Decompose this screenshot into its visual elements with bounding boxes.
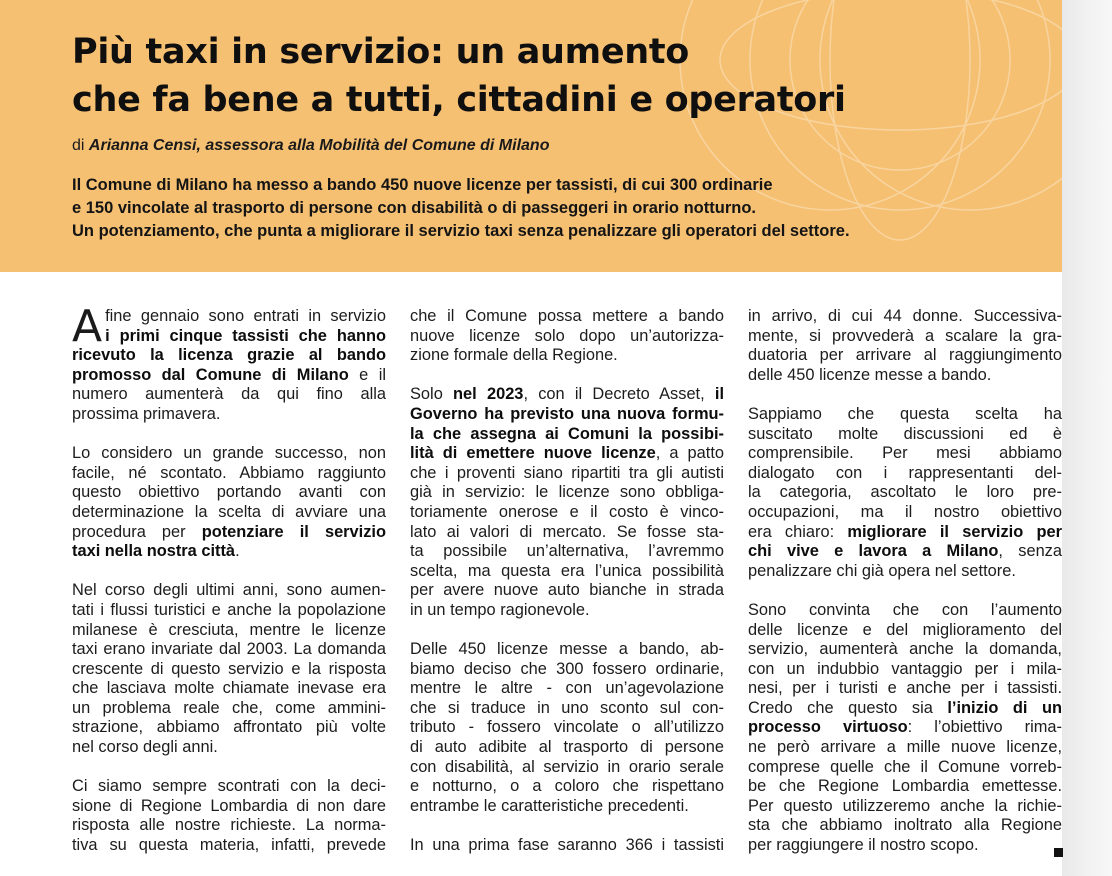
end-of-article-mark — [1054, 848, 1063, 857]
text-line: con un indubbio vantaggio per i mila- — [748, 659, 1062, 678]
text-line: biamo deciso che 300 fossero ordinarie, — [410, 659, 724, 678]
drop-cap: A — [72, 301, 103, 352]
text-line: comprensibile. Per mesi abbiamo — [748, 444, 1062, 463]
text-line: Nel corso degli ultimi anni, sono aumen- — [72, 581, 386, 600]
text-line: milanese è cresciuta, mentre le licenze — [72, 620, 386, 639]
text-span: era chiaro: — [748, 522, 848, 541]
lead-line: Un potenziamento, che punta a migliorare il servizio taxi senza penalizzare gli operatori del settore. — [72, 222, 850, 240]
text-line: comprese quelle che il Comune vorreb- — [748, 757, 1062, 776]
bold-text: la che assegna ai Comuni la possibi- — [410, 424, 724, 443]
text-line: entrambe le caratteristiche precedenti. — [410, 796, 689, 815]
text-line: be che Regione Lombardia emettesse. — [748, 777, 1062, 796]
byline-author: Arianna Censi, assessora alla Mobilità del Comune di Milano — [88, 137, 550, 154]
text-span: , a patto — [655, 444, 724, 463]
bold-text: lità di emettere nuove licenze — [410, 444, 656, 463]
article-column-2 — [410, 307, 724, 856]
text-line: nuove licenze solo dopo un’autorizza- — [410, 326, 724, 345]
text-line: In una prima fase saranno 366 i tassisti — [410, 836, 724, 855]
text-span: , senza — [998, 542, 1062, 561]
text-line: strazione, abbiamo affrontato più volte — [72, 718, 386, 737]
text-line — [748, 699, 1062, 719]
text-span: . — [235, 542, 240, 561]
byline — [72, 136, 972, 156]
bold-text: potenziare il servizio — [201, 522, 386, 541]
bold-text: taxi nella nostra città — [72, 542, 236, 561]
lead-line: Il Comune di Milano ha messo a bando 450 nuove licenze per tassisti, di cui 300 ordinarie — [72, 176, 773, 194]
article-column-3 — [748, 307, 1062, 856]
lead-line: e 150 vincolate al trasporto di persone con disabilità o di passeggeri in orario notturno. — [72, 199, 756, 217]
bold-text: Governo ha previsto una nuova formu- — [410, 404, 724, 423]
text-line: che si traduce in uno sconto sul con- — [410, 698, 724, 717]
title-line: che fa bene a tutti, cittadini e operatori — [72, 80, 846, 120]
text-line: dialogato con i rappresentanti del- — [748, 463, 1062, 482]
text-line: Ci siamo sempre scontrati con la deci- — [72, 777, 386, 796]
text-line: delle licenze e del miglioramento del — [748, 620, 1062, 639]
header-band — [0, 0, 1062, 272]
text-line: taxi erano invariate dal 2003. La domanda — [72, 640, 386, 659]
text-line: tributo - fossero vincolate o all’utilizzo — [410, 718, 724, 737]
text-line: occupazioni, ma il nostro obiettivo — [748, 502, 1062, 521]
text-line: Sono convinta che con l’aumento — [748, 600, 1062, 619]
bold-text: i primi cinque tassisti che hanno — [105, 326, 386, 345]
text-line — [748, 542, 1062, 562]
bold-text: migliorare il servizio per — [847, 522, 1062, 541]
text-line: nesi, per i turisti e anche per i tassisti. — [748, 679, 1062, 698]
bold-text: chi vive e lavora a Milano — [748, 542, 999, 561]
text-line: la categoria, ascoltato le loro pre- — [748, 483, 1062, 502]
text-span: e il — [348, 365, 386, 384]
text-line: crescente di questo servizio e la risposta — [72, 659, 386, 678]
text-line — [748, 718, 1062, 738]
text-span: : l’obiettivo rima- — [907, 718, 1062, 737]
text-line: in arrivo, di cui 44 donne. Successiva- — [748, 307, 1062, 325]
text-line — [410, 425, 724, 445]
text-line — [72, 346, 386, 366]
bold-text: nel 2023 — [453, 385, 524, 404]
text-line: per raggiungere il nostro scopo. — [748, 836, 979, 855]
text-line — [72, 366, 386, 386]
text-span: Solo — [410, 385, 454, 404]
text-line: Delle 450 licenze messe a bando, ab- — [410, 640, 724, 659]
text-line: suscitato molte discussioni ed è — [748, 424, 1062, 443]
text-line: toriamente onerose e il costo è vinco- — [410, 502, 724, 521]
text-line: risposta alle nostre richieste. La norma- — [72, 816, 386, 835]
text-line: che il Comune possa mettere a bando — [410, 307, 724, 325]
bold-text: processo virtuoso — [748, 718, 908, 737]
text-span: , con il Decreto Asset, — [523, 385, 715, 404]
text-line: con disabilità, al servizio in orario serale — [410, 757, 724, 776]
text-line: ta possibile un’alternativa, l’avremmo — [410, 542, 724, 561]
text-line: prossima primavera. — [72, 404, 221, 423]
text-line: di auto adibite al trasporto di persone — [410, 738, 724, 757]
text-line: scelta, ma questa era l’unica possibilità — [410, 561, 724, 580]
title-line: Più taxi in servizio: un aumento — [72, 32, 690, 72]
text-span: Credo che questo sia — [748, 698, 948, 717]
text-line — [410, 385, 724, 405]
article-column-1 — [72, 301, 386, 856]
text-line: sione di Regione Lombardia di non dare — [72, 796, 386, 815]
text-line: nel corso degli anni. — [72, 738, 218, 757]
text-line: tati i flussi turistici e anche la popolazione — [72, 600, 386, 619]
text-line — [410, 444, 724, 464]
text-line: Lo considero un grande successo, non — [72, 444, 386, 463]
text-line: mentre le altre - con un’agevolazione — [410, 679, 724, 698]
lead-paragraph — [72, 174, 1032, 243]
text-line: già in servizio: le licenze sono obbliga- — [410, 483, 724, 502]
text-line — [72, 542, 386, 562]
text-line: penalizzare chi già opera nel settore. — [748, 561, 1016, 580]
text-line — [748, 523, 1062, 543]
text-line: tiva su questa materia, infatti, prevede — [72, 836, 386, 855]
text-line: ne però arrivare a mille nuove licenze, — [748, 738, 1062, 757]
text-line — [105, 327, 386, 347]
text-line: per avere nuove auto bianche in strada — [410, 581, 724, 600]
text-line: zione formale della Regione. — [410, 346, 618, 365]
text-line: e notturno, o a coloro che rispettano — [410, 777, 724, 796]
text-line: determinazione la scelta di avviare una — [72, 502, 386, 521]
text-line: un problema reale che, come ammini- — [72, 698, 386, 717]
text-line: che i proventi siano ripartiti tra gli autisti — [410, 463, 724, 482]
bold-text: l’inizio di un — [947, 698, 1062, 717]
text-line: fine gennaio sono entrati in servizio — [105, 307, 386, 325]
text-line: servizio, aumenterà anche la domanda, — [748, 640, 1062, 659]
text-line: Sappiamo che questa scelta ha — [748, 404, 1062, 423]
text-line: che lasciava molte chiamate inevase era — [72, 679, 386, 698]
bold-text: promosso dal Comune di Milano — [72, 365, 349, 384]
page-gutter — [1062, 0, 1112, 876]
bold-text: ricevuto la licenza grazie al bando — [72, 346, 386, 365]
text-line: lato ai valori di mercato. Se fosse sta- — [410, 522, 724, 541]
text-line: delle 450 licenze messe a bando. — [748, 365, 992, 384]
text-line: numero aumenterà da qui fino alla — [72, 385, 386, 404]
text-line: facile, né scontato. Abbiamo raggiunto — [72, 463, 386, 482]
text-line: in un tempo ragionevole. — [410, 600, 590, 619]
paragraph — [72, 301, 386, 425]
text-line — [410, 405, 724, 425]
text-line: Per questo utilizzeremo anche la richie- — [748, 796, 1062, 815]
text-line — [72, 523, 386, 543]
text-line: questo obiettivo portando avanti con — [72, 483, 386, 502]
text-line: sta che abbiamo inoltrato alla Regione — [748, 816, 1062, 835]
bold-text: il — [714, 385, 724, 404]
article-title — [72, 28, 972, 124]
text-line: duatoria per arrivare al raggiungimento — [748, 346, 1062, 365]
text-span: procedura per — [72, 522, 202, 541]
byline-prefix: di — [72, 137, 85, 154]
text-line: mente, si provvederà a scalare la gra- — [748, 326, 1062, 345]
